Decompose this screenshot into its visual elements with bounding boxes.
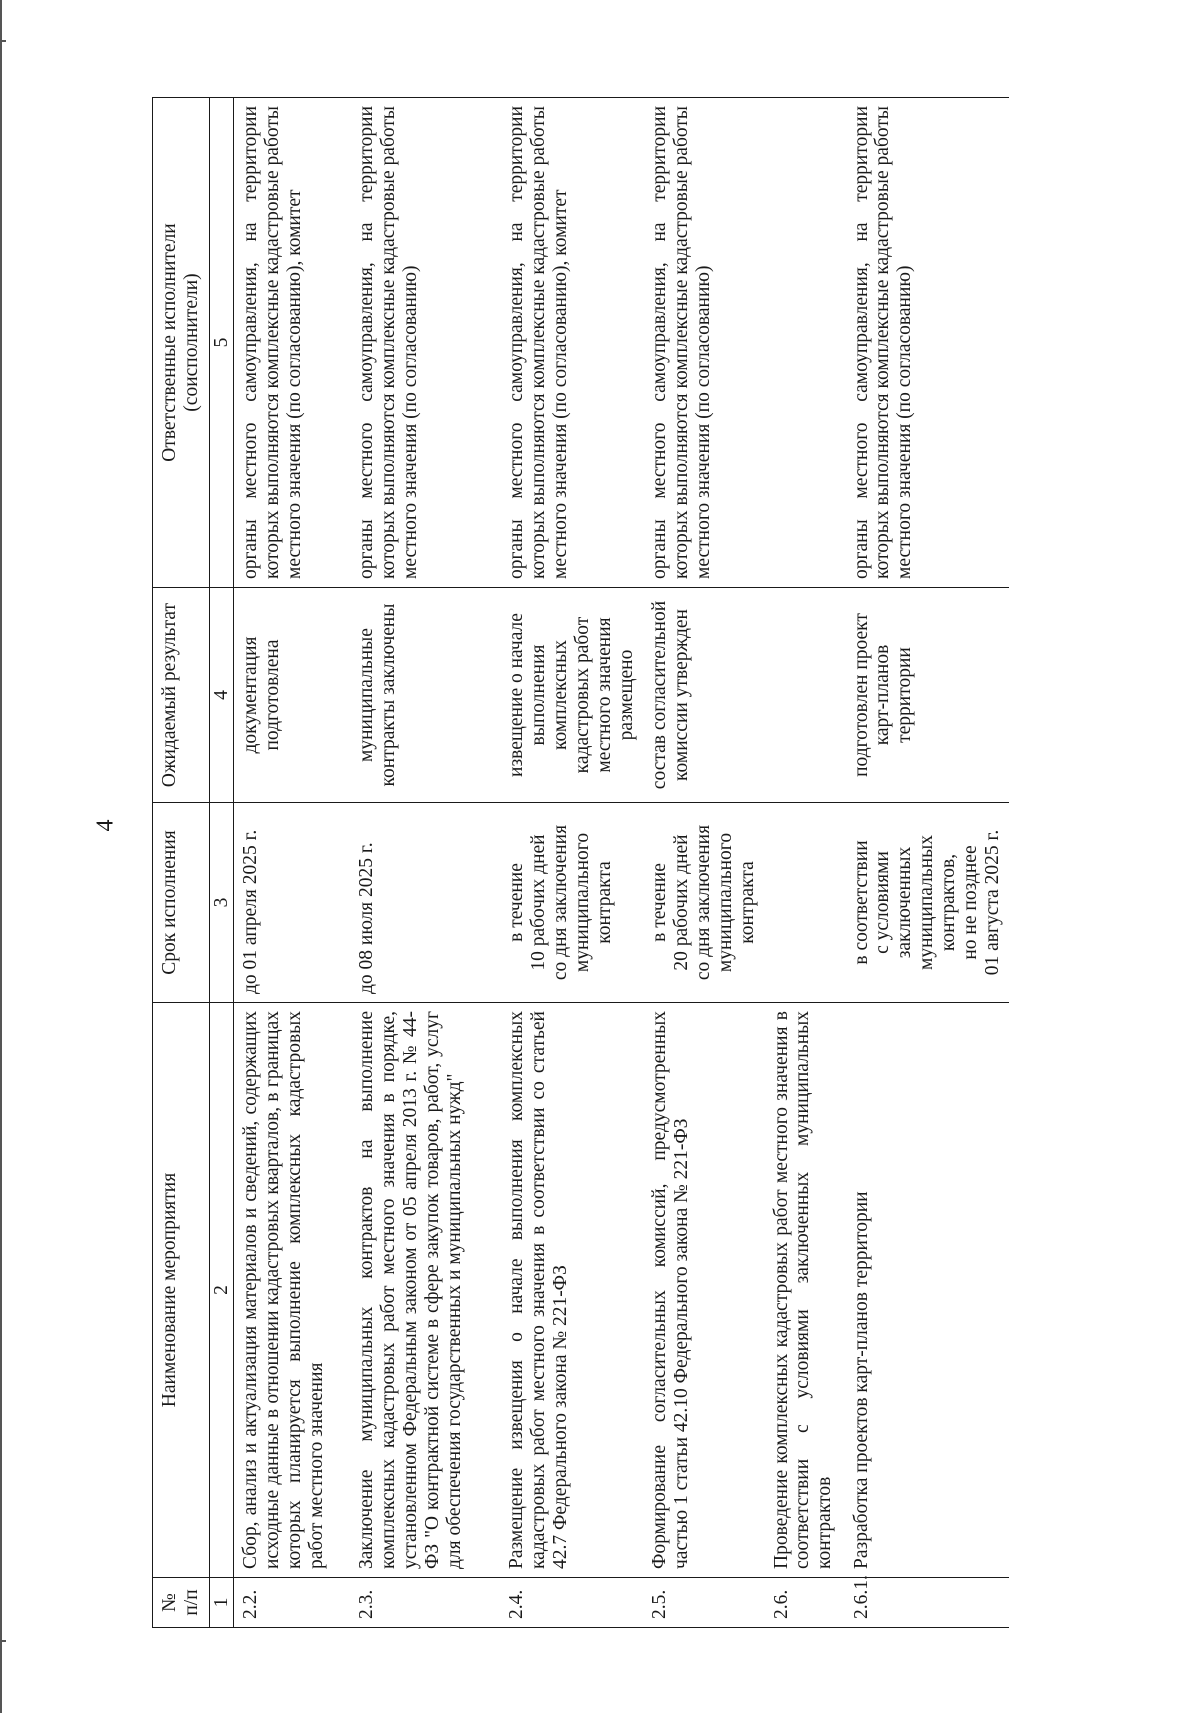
activities-table <box>152 97 1009 1628</box>
deadline-cell: в течение 10 рабочих дней со дня заключения муниципального контракта <box>500 803 643 1003</box>
column-number: 4 <box>209 588 234 803</box>
header-cell: Срок исполнения <box>153 803 210 1003</box>
row-number: 2.2. <box>234 1578 351 1628</box>
header-cell: Ответственные исполнители (соисполнители) <box>153 98 210 588</box>
deadline-cell: в соответствии с условиями заключенных муниципальных контрактов, но не позднее 01 августа 2025 г. <box>845 803 1010 1003</box>
page-number: 4 <box>92 819 119 832</box>
deadline-cell <box>765 803 845 1003</box>
row-number: 2.6.1. <box>845 1578 1010 1628</box>
deadline-cell: до 01 апреля 2025 г. <box>234 803 351 1003</box>
result-cell <box>765 588 845 803</box>
column-number: 2 <box>209 1003 234 1578</box>
table-row <box>765 98 845 1628</box>
deadline-cell: в течение 20 рабочих дней со дня заключения муниципального контракта <box>643 803 764 1003</box>
activity-name: Разработка проектов карт-планов территории <box>845 1003 1010 1578</box>
row-number: 2.5. <box>643 1578 764 1628</box>
table-row <box>350 98 500 1628</box>
table-header-row <box>153 98 210 1628</box>
table-row <box>500 98 643 1628</box>
column-number: 5 <box>209 98 234 588</box>
table-row <box>234 98 351 1628</box>
responsible-cell: органы местного самоуправления, на территории которых выполняются комплексные кадастровые работы местного значения (по согласованию), комитет <box>234 98 351 588</box>
column-number: 1 <box>209 1578 234 1628</box>
activity-name: Сбор, анализ и актуализация материалов и сведений, содержащих исходные данные в отношении кадастровых кварталов, в границах которых планируется выполнение комплексных кадастровых работ местного значения <box>234 1003 351 1578</box>
table-row <box>845 98 1010 1628</box>
deadline-cell: до 08 июля 2025 г. <box>350 803 500 1003</box>
row-number: 2.6. <box>765 1578 845 1628</box>
table-row <box>643 98 764 1628</box>
landscape-page <box>152 98 1067 1628</box>
activity-name: Размещение извещения о начале выполнения комплексных кадастровых работ местного значения в соответствии со статьей 42.7 Федерального закона № 221-ФЗ <box>500 1003 643 1578</box>
activity-name: Формирование согласительных комиссий, предусмотренных частью 1 статьи 42.10 Федерального закона № 221-ФЗ <box>643 1003 764 1578</box>
responsible-cell: органы местного самоуправления, на территории которых выполняются комплексные кадастровые работы местного значения (по согласованию) <box>845 98 1010 588</box>
column-number-row <box>209 98 234 1628</box>
activity-name: Проведение комплексных кадастровых работ местного значения в соответствии с условиями заключенных муниципальных контрактов <box>765 1003 845 1578</box>
row-number: 2.3. <box>350 1578 500 1628</box>
responsible-cell: органы местного самоуправления, на территории которых выполняются комплексные кадастровые работы местного значения (по согласованию), комитет <box>500 98 643 588</box>
page-edge-tick <box>0 40 6 42</box>
column-number: 3 <box>209 803 234 1003</box>
result-cell: муниципальные контракты заключены <box>350 588 500 803</box>
header-cell: Ожидаемый результат <box>153 588 210 803</box>
header-cell: Наименование мероприятия <box>153 1003 210 1578</box>
activity-name: Заключение муниципальных контрактов на выполнение комплексных кадастровых работ местного значения в порядке, установленном Федеральным законом от 05 апреля 2013 г. № 44-ФЗ "О контрактной системе в сфере закупок товаров, работ, услуг для обеспечения государственных и муниципальных нужд" <box>350 1003 500 1578</box>
header-cell: № п/п <box>153 1578 210 1628</box>
page-edge-tick <box>0 1640 6 1642</box>
result-cell: подготовлен проект карт-планов территории <box>845 588 1010 803</box>
result-cell: извещение о начале выполнения комплексных кадастровых работ местного значения размещено <box>500 588 643 803</box>
responsible-cell: органы местного самоуправления, на территории которых выполняются комплексные кадастровые работы местного значения (по согласованию) <box>350 98 500 588</box>
result-cell: состав согласительной комиссии утвержден <box>643 588 764 803</box>
result-cell: документация подготовлена <box>234 588 351 803</box>
responsible-cell <box>765 98 845 588</box>
row-number: 2.4. <box>500 1578 643 1628</box>
responsible-cell: органы местного самоуправления, на территории которых выполняются комплексные кадастровые работы местного значения (по согласованию) <box>643 98 764 588</box>
page-edge-line <box>0 0 2 1713</box>
